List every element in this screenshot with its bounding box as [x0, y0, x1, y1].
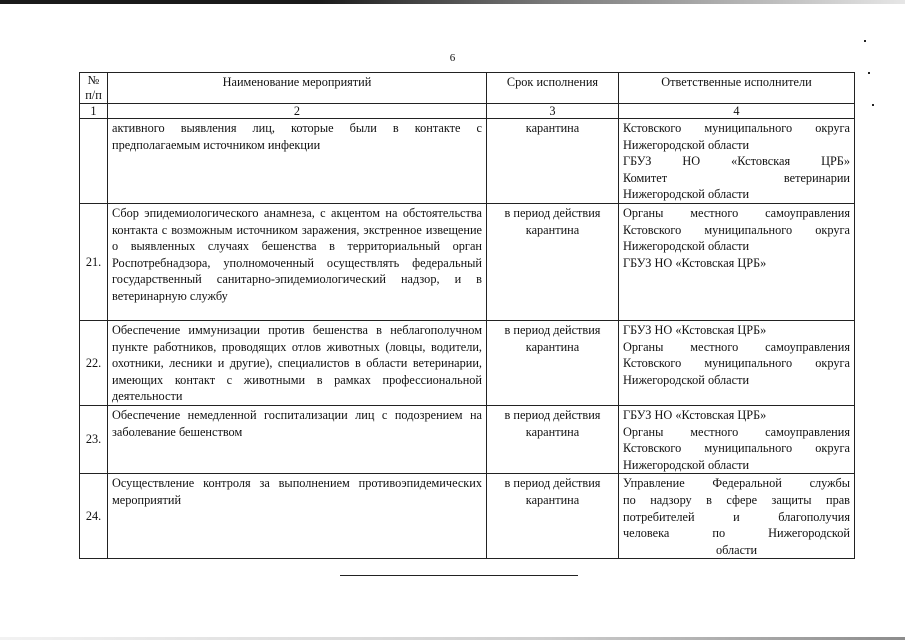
executor-line: Органы местного самоуправления — [623, 205, 850, 220]
executor-line: Органы местного самоуправления — [623, 339, 850, 354]
table-body — [80, 119, 855, 559]
index-cell: 4 — [619, 104, 855, 119]
page-number: 6 — [449, 52, 456, 64]
measure-name: Осуществление контроля за выполнением противоэпидемических мероприятий — [108, 474, 487, 559]
executor-line: Нижегородской области — [623, 137, 750, 152]
executor-line: Кстовского муниципального округа — [623, 441, 850, 456]
row-number — [80, 119, 108, 204]
measure-term: в период действия карантина — [487, 405, 619, 473]
header-num-line-1: № — [87, 73, 100, 87]
table-row — [80, 405, 855, 473]
header-name: Наименование мероприятий — [108, 73, 487, 104]
executor-line: Управление Федеральной службы — [623, 476, 850, 491]
measure-term: в период действия карантина — [487, 203, 619, 320]
executor-line: по надзору в сфере защиты прав — [623, 492, 850, 507]
measure-executors — [619, 119, 855, 204]
scan-speck — [868, 72, 870, 74]
index-cell: 2 — [108, 104, 487, 119]
measure-term: в период действия карантина — [487, 474, 619, 559]
closing-rule — [340, 575, 578, 576]
measure-term: карантина — [487, 119, 619, 204]
measure-executors — [619, 405, 855, 473]
executor-line: Кстовского муниципального округа — [623, 121, 850, 135]
executor-line: Органы местного самоуправления — [623, 424, 850, 439]
measure-name: активного выявления лиц, которые были в контакте с предполагаемым источником инфекции — [108, 119, 487, 204]
measure-executors — [619, 203, 855, 320]
table-header-row — [80, 73, 855, 104]
executor-line: человека по Нижегородской — [623, 526, 850, 541]
row-number: 23. — [80, 405, 108, 473]
header-term: Срок исполнения — [487, 73, 619, 104]
measure-executors — [619, 320, 855, 405]
measure-term: в период действия карантина — [487, 320, 619, 405]
row-number: 24. — [80, 474, 108, 559]
executor-line: Нижегородской области — [623, 457, 750, 472]
executor-line: ГБУЗ НО «Кстовская ЦРБ» — [623, 255, 767, 270]
table-row — [80, 474, 855, 559]
measure-executors — [619, 474, 855, 559]
executor-line: ГБУЗ НО «Кстовская ЦРБ» — [623, 322, 767, 337]
measure-name: Обеспечение немедленной госпитализации лиц с подозрением на заболевание бешенством — [108, 405, 487, 473]
row-number: 21. — [80, 203, 108, 320]
header-num-line-2: п/п — [85, 88, 102, 102]
executor-line: области — [715, 542, 758, 557]
scan-edge-top — [0, 0, 905, 4]
table-row — [80, 203, 855, 320]
table-row — [80, 320, 855, 405]
measures-table — [79, 72, 855, 559]
executor-line: ГБУЗ НО «Кстовская ЦРБ» — [623, 154, 850, 169]
scan-speck — [872, 104, 874, 106]
executor-line: Кстовского муниципального округа — [623, 356, 850, 371]
executor-line: Кстовского муниципального округа — [623, 222, 850, 237]
executor-line: Нижегородской области — [623, 239, 750, 254]
index-cell: 3 — [487, 104, 619, 119]
executor-line: ГБУЗ НО «Кстовская ЦРБ» — [623, 407, 767, 422]
measure-name: Сбор эпидемиологического анамнеза, с акцентом на обстоятельства контакта с возможным источником заражения, экстренное извещение о выявленных случаях бешенства в территориальный орган Роспотребнадзора, уполномоченный осуществлять федеральный государственный санитарно-эпидемиологический надзор, и в ветеринарную службу — [108, 203, 487, 320]
row-number: 22. — [80, 320, 108, 405]
executor-line: Комитет ветеринарии — [623, 170, 850, 185]
executor-line: Нижегородской области — [623, 372, 750, 387]
executor-line: потребителей и благополучия — [623, 509, 850, 524]
scan-speck — [864, 40, 866, 42]
header-executors: Ответственные исполнители — [619, 73, 855, 104]
table-row — [80, 119, 855, 204]
executor-line: Нижегородской области — [623, 187, 750, 202]
table-index-row — [80, 104, 855, 119]
index-cell: 1 — [80, 104, 108, 119]
measure-name: Обеспечение иммунизации против бешенства в неблагополучном пункте работников, проводящих отлов животных (ловцы, водители, охотники, лесники и другие), специалистов в области ветеринарии, имеющих контакт с животными в рамках профессиональной деятельности — [108, 320, 487, 405]
header-num — [80, 73, 108, 104]
